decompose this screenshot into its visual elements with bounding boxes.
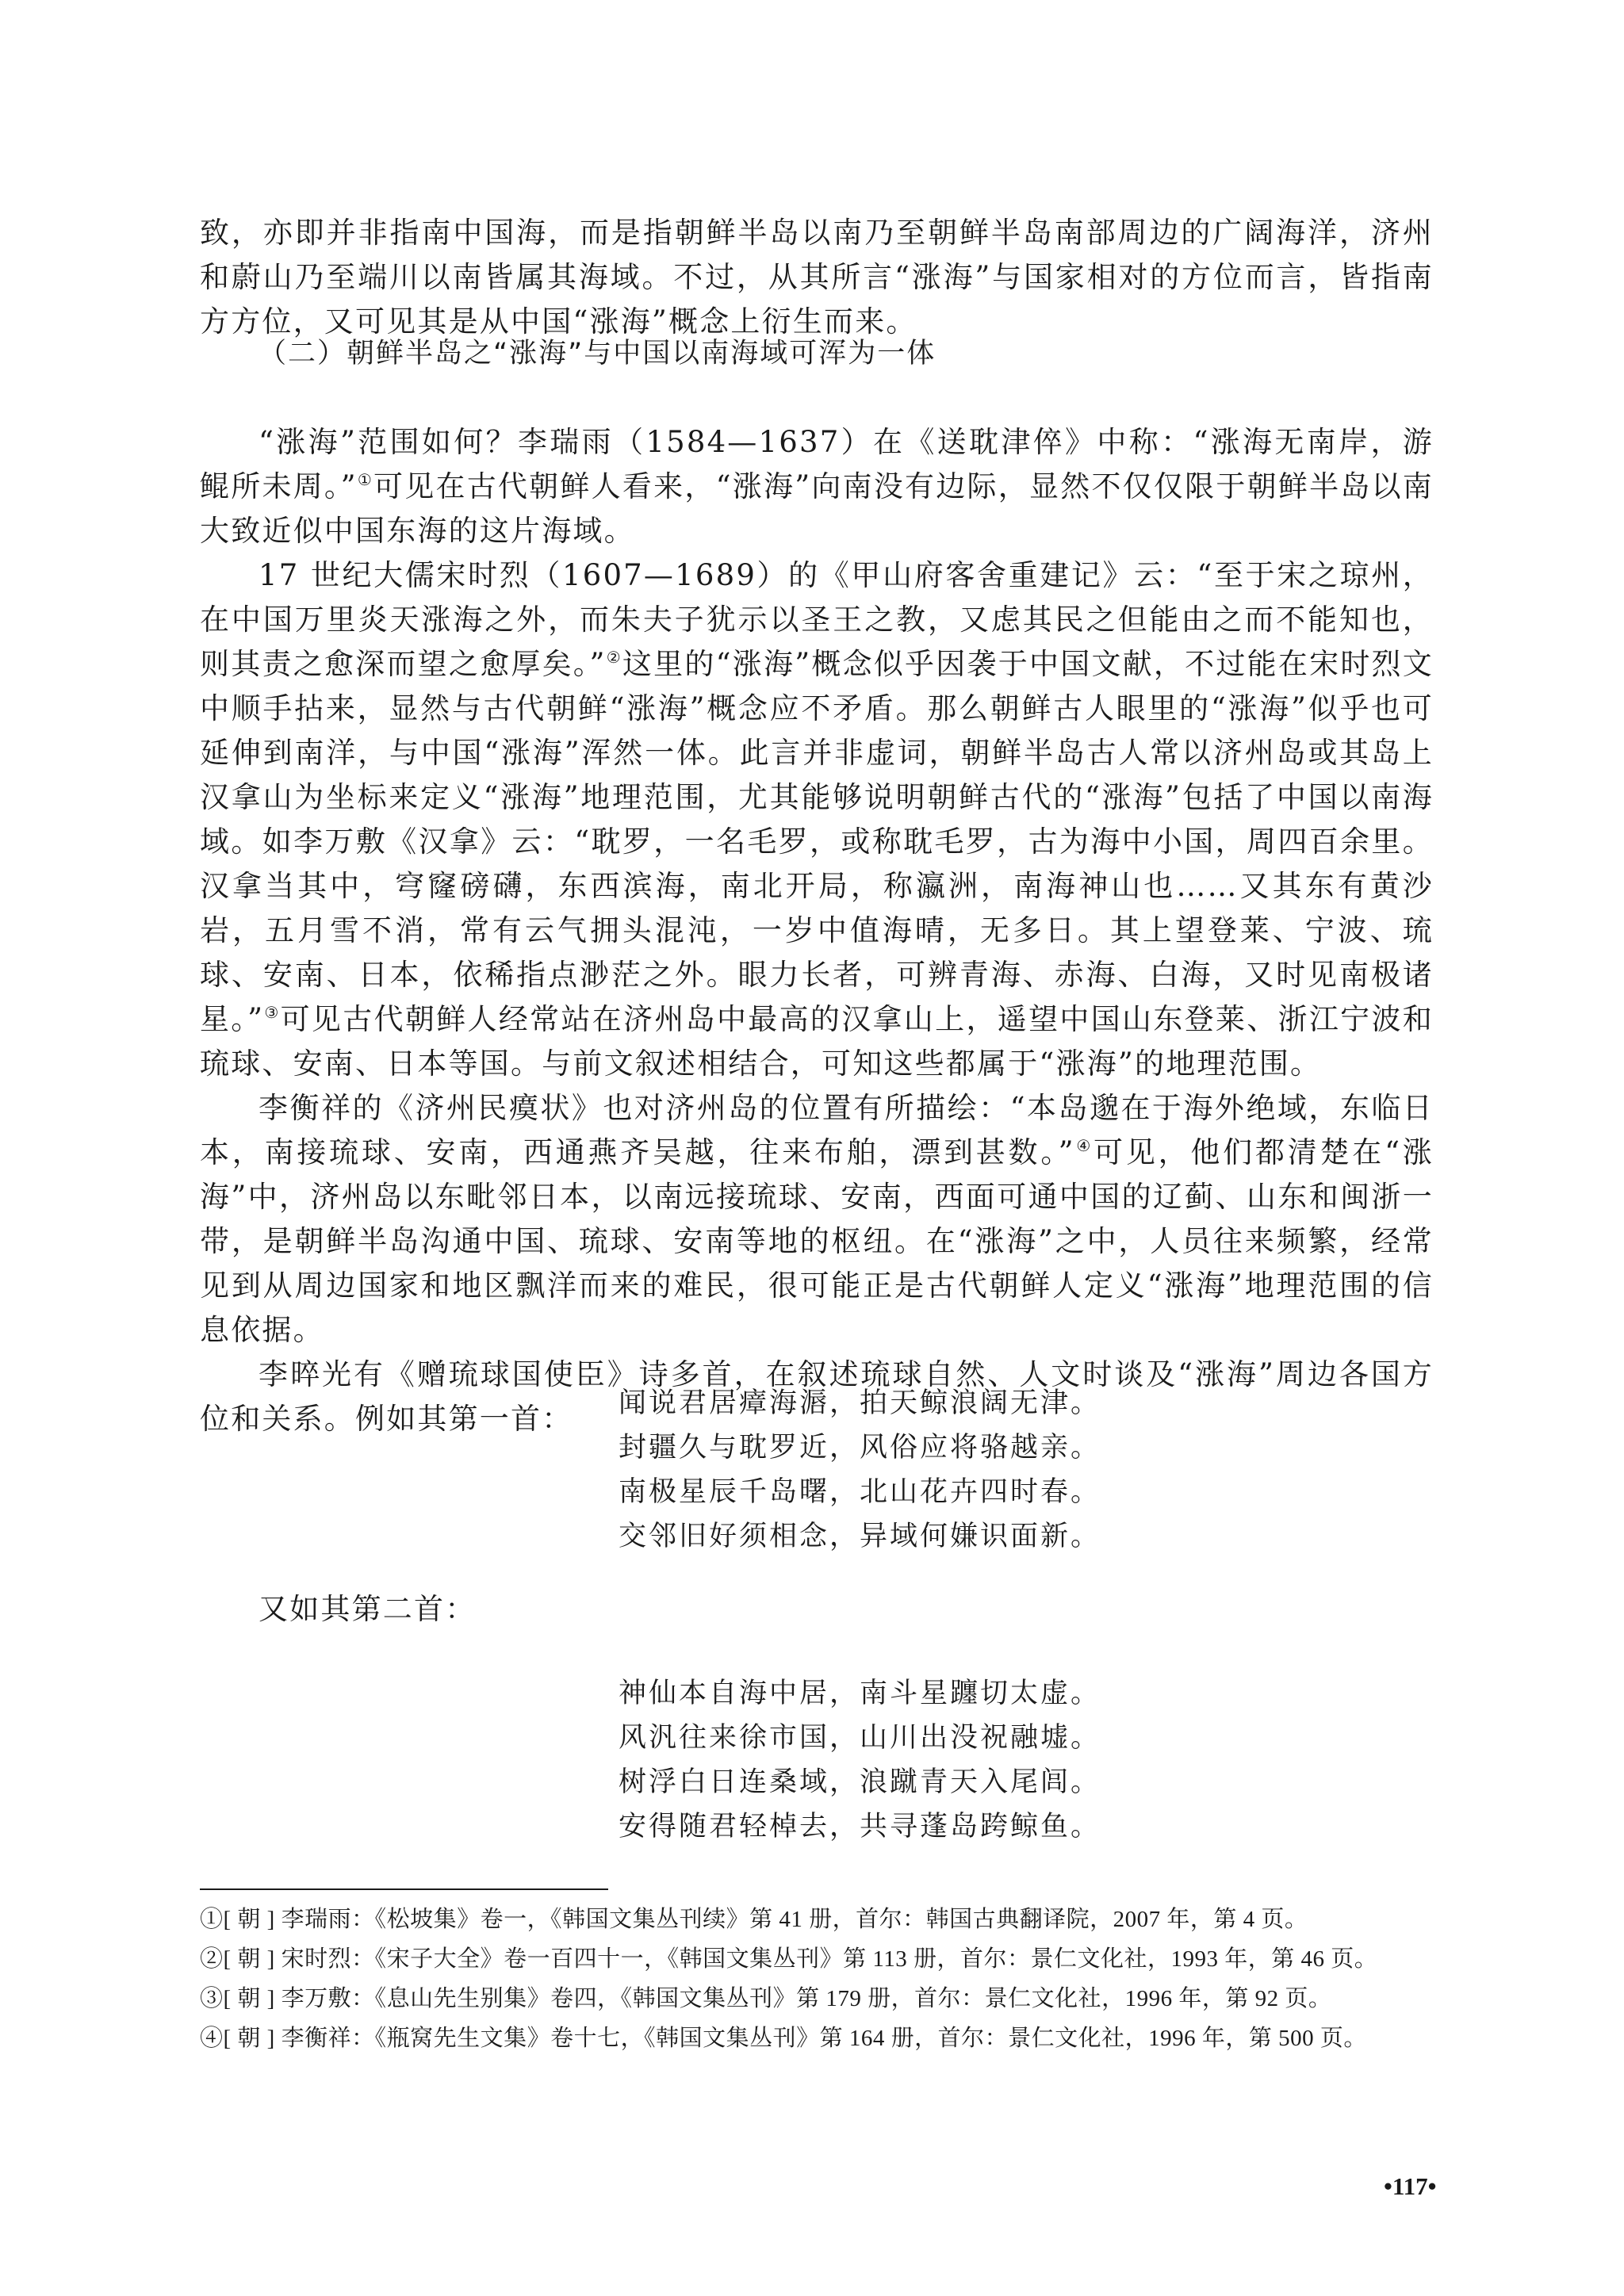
paragraph-4: 李晬光有《赠琉球国使臣》诗多首，在叙述琉球自然、人文时谈及“涨海”周边各国方位和关系。例如其第一首：: [200, 1357, 1434, 1436]
poem-line: 树浮白日连桑域，浪蹴青天入尾闾。: [619, 1766, 1101, 1798]
page-number: •117•: [1384, 2172, 1437, 2200]
poem-line: 交邻旧好须相念，异域何嫌识面新。: [619, 1521, 1101, 1552]
poem-line: 风汎往来徐市国，山川出没祝融墟。: [619, 1722, 1101, 1754]
poem-line: 闻说君居瘴海滣，拍天鲸浪阔无津。: [619, 1387, 1101, 1419]
footnotes: [200, 1900, 1437, 2058]
paragraph-0: 致，亦即并非指南中国海，而是指朝鲜半岛以南乃至朝鲜半岛南部周边的广阔海洋，济州和蔚山乃至端川以南皆属其海域。不过，从其所言“涨海”与国家相对的方位而言，皆指南方方位，又可见其是从中国“涨海”概念上衍生而来。: [200, 216, 1434, 339]
paragraph-3: 李衡祥的《济州民瘼状》也对济州岛的位置有所描绘：“本岛邈在于海外绝域，东临日本，南接琉球、安南，西通燕齐吴越，往来布舶，漂到甚数。”④可见，他们都清楚在“涨海”中，济州岛以东毗邻日本，以南远接琉球、安南，西面可通中国的辽蓟、山东和闽浙一带，是朝鲜半岛沟通中国、琉球、安南等地的枢纽。在“涨海”之中，人员往来频繁，经常见到从周边国家和地区飘洋而来的难民，很可能正是古代朝鲜人定义“涨海”地理范围的信息依据。: [200, 1091, 1434, 1347]
footnote-ref-3[interactable]: ③: [264, 1003, 281, 1022]
footnote-divider: [200, 1888, 608, 1890]
footnote-ref-1[interactable]: ①: [357, 470, 373, 489]
poem-line: 安得随君轻棹去，共寻蓬岛跨鲸鱼。: [619, 1811, 1101, 1843]
paragraph-2: 17 世纪大儒宋时烈（1607—1689）的《甲山府客舍重建记》云：“至于宋之琼州，在中国万里炎天涨海之外，而朱夫子犹示以圣王之教，又虑其民之但能由之而不能知也，则其责之愈深而望之愈厚矣。”②这里的“涨海”概念似乎因袭于中国文献，不过能在宋时烈文中顺手拈来，显然与古代朝鲜“涨海”概念应不矛盾。那么朝鲜古人眼里的“涨海”似乎也可延伸到南洋，与中国“涨海”浑然一体。此言并非虚词，朝鲜半岛古人常以济州岛或其岛上汉拿山为坐标来定义“涨海”地理范围，尤其能够说明朝鲜古代的“涨海”包括了中国以南海域。如李万敷《汉拿》云：“耽罗，一名毛罗，或称耽毛罗，古为海中小国，周四百余里。汉拿当其中，穹窿磅礴，东西滨海，南北开局，称瀛洲，南海神山也……又其东有黄沙岩，五月雪不消，常有云气拥头混沌，一岁中值海晴，无多日。其上望登莱、宁波、琉球、安南、日本，依稀指点渺茫之外。眼力长者，可辨青海、赤海、白海，又时见南极诸星。”③可见古代朝鲜人经常站在济州岛中最高的汉拿山上，遥望中国山东登莱、浙江宁波和琉球、安南、日本等国。与前文叙述相结合，可知这些都属于“涨海”的地理范围。: [200, 558, 1434, 1081]
footnote-ref-4[interactable]: ④: [1074, 1136, 1094, 1155]
poem-line: 封疆久与耽罗近，风俗应将骆越亲。: [619, 1432, 1101, 1464]
main-body: [200, 420, 1434, 1441]
poem-line: 南极星辰千岛曙，北山花卉四时春。: [619, 1476, 1101, 1508]
footnote-3: ③[ 朝 ] 李万敷：《息山先生别集》卷四，《韩国文集丛刊》第 179 册，首尔：景仁文化社，1996 年，第 92 页。: [200, 1986, 1332, 2011]
poem-first: [619, 1381, 1332, 1559]
poem-second: [619, 1671, 1332, 1849]
paragraph-1: “涨海”范围如何？李瑞雨（1584—1637）在《送耽津倅》中称：“涨海无南岸，游鲲所未周。”①可见在古代朝鲜人看来，“涨海”向南没有边际，显然不仅仅限于朝鲜半岛以南大致近似中国东海的这片海域。: [200, 425, 1434, 548]
paragraph-continuation: [200, 211, 1434, 344]
section-heading: （二）朝鲜半岛之“涨海”与中国以南海域可浑为一体: [259, 338, 936, 369]
footnote-4: ④[ 朝 ] 李衡祥：《瓶窝先生文集》卷十七，《韩国文集丛刊》第 164 册，首尔：景仁文化社，1996 年，第 500 页。: [200, 2026, 1367, 2051]
footnote-2: ②[ 朝 ] 宋时烈：《宋子大全》卷一百四十一，《韩国文集丛刊》第 113 册，首尔：景仁文化社，1993 年，第 46 页。: [200, 1946, 1378, 1972]
poem-second-label: 又如其第二首：: [259, 1592, 477, 1626]
footnote-1: ①[ 朝 ] 李瑞雨：《松坡集》卷一，《韩国文集丛刊续》第 41 册，首尔：韩国古典翻译院，2007 年，第 4 页。: [200, 1907, 1308, 1932]
footnote-ref-2[interactable]: ②: [606, 648, 622, 667]
poem-line: 神仙本自海中居，南斗星躔切太虚。: [619, 1678, 1101, 1709]
